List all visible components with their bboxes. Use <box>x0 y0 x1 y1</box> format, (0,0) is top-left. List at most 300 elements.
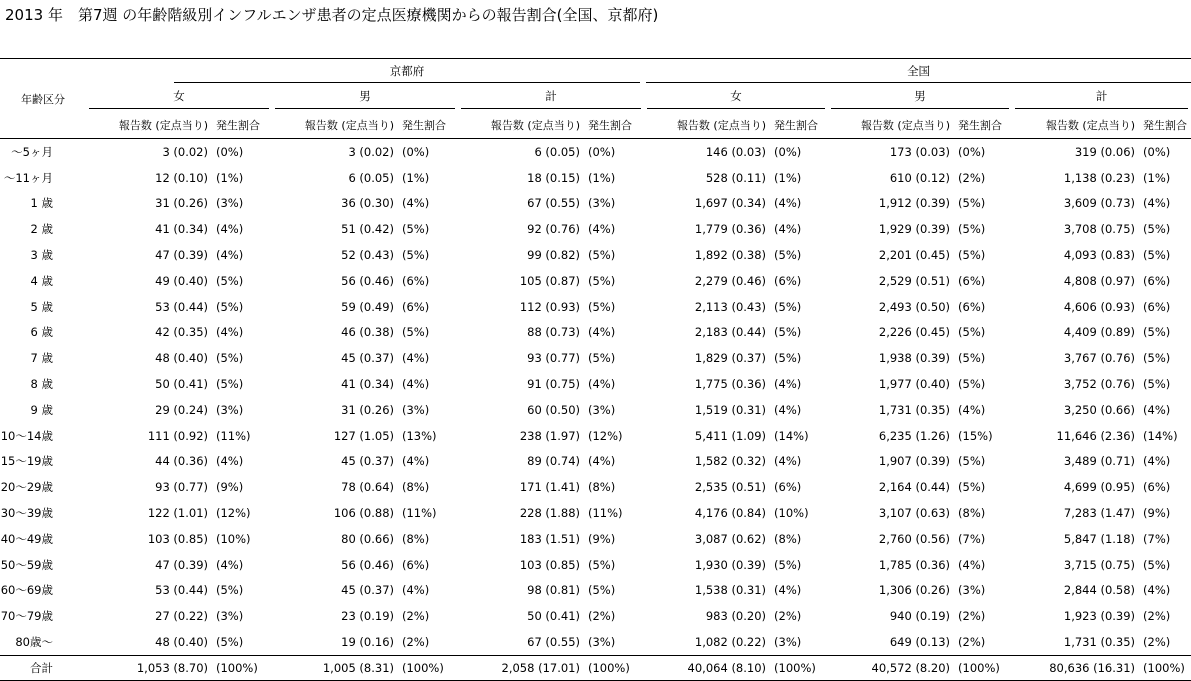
rate-cell: (2%) <box>774 609 802 624</box>
rate-cell: (13%) <box>402 428 437 443</box>
table-row <box>0 165 1191 191</box>
report-count-cell: 89 (0.74) <box>527 454 580 469</box>
report-count-cell: 3,489 (0.71) <box>1063 454 1136 469</box>
rate-cell: (4%) <box>588 377 616 392</box>
age-group-label: 80歳～ <box>15 635 53 650</box>
rate-cell: (5%) <box>588 351 616 366</box>
report-count-cell: 4,093 (0.83) <box>1063 248 1136 263</box>
age-group-label: 70～79歳 <box>0 609 53 624</box>
report-count-cell: 103 (0.85) <box>519 557 580 572</box>
rate-cell: (5%) <box>216 377 244 392</box>
table-row <box>0 629 1191 655</box>
rate-cell: (5%) <box>958 351 986 366</box>
report-count-cell: 29 (0.24) <box>155 402 208 417</box>
report-count-cell: 5,411 (1.09) <box>694 428 767 443</box>
rate-cell: (4%) <box>402 583 430 598</box>
rate-cell: (5%) <box>958 222 986 237</box>
report-count-cell: 7,283 (1.47) <box>1063 506 1136 521</box>
report-count-cell: 98 (0.81) <box>527 583 580 598</box>
report-count-cell: 2,279 (0.46) <box>694 273 767 288</box>
report-count-cell: 60 (0.50) <box>527 402 580 417</box>
report-count-header: 報告数 (定点当り) <box>644 111 768 139</box>
rate-cell: (4%) <box>402 196 430 211</box>
report-count-cell: 67 (0.55) <box>527 635 580 650</box>
age-group-label: 6 歳 <box>30 325 53 340</box>
report-count-cell: 3,708 (0.75) <box>1063 222 1136 237</box>
report-count-cell: 2,201 (0.45) <box>878 248 951 263</box>
age-group-label: 60～69歳 <box>0 583 53 598</box>
report-count-cell: 3,752 (0.76) <box>1063 377 1136 392</box>
rate-cell: (4%) <box>588 222 616 237</box>
report-count-cell: 47 (0.39) <box>155 557 208 572</box>
rate-cell: (12%) <box>216 506 251 521</box>
report-count-cell: 4,176 (0.84) <box>694 506 767 521</box>
rate-cell: (12%) <box>588 428 623 443</box>
report-count-cell: 45 (0.37) <box>341 583 394 598</box>
report-count-cell: 173 (0.03) <box>889 144 951 159</box>
report-count-cell: 1,138 (0.23) <box>1063 170 1136 185</box>
report-count-cell: 171 (1.41) <box>519 480 580 495</box>
rate-cell: (2%) <box>958 609 986 624</box>
rate-cell: (5%) <box>402 222 430 237</box>
report-count-cell: 1,779 (0.36) <box>694 222 767 237</box>
report-count-cell: 983 (0.20) <box>705 609 767 624</box>
age-group-label: 50～59歳 <box>0 557 53 572</box>
rate-cell: (2%) <box>588 609 616 624</box>
rate-cell: (4%) <box>774 454 802 469</box>
rate-cell: (0%) <box>774 144 802 159</box>
report-count-cell: 1,892 (0.38) <box>694 248 767 263</box>
age-group-label: ～11ヶ月 <box>3 170 53 185</box>
report-count-cell: 59 (0.49) <box>341 299 394 314</box>
age-group-label: 10～14歳 <box>0 428 53 443</box>
report-count-cell: 53 (0.44) <box>155 583 208 598</box>
rate-cell: (4%) <box>1143 454 1171 469</box>
age-group-label: 9 歳 <box>30 402 53 417</box>
rate-cell: (1%) <box>774 170 802 185</box>
rate-cell: (5%) <box>1143 557 1171 572</box>
table-row <box>0 423 1191 449</box>
report-count-cell: 56 (0.46) <box>341 273 394 288</box>
report-count-cell: 53 (0.44) <box>155 299 208 314</box>
table-row <box>0 578 1191 604</box>
report-count-cell: 6 (0.05) <box>534 144 580 159</box>
report-count-cell: 2,844 (0.58) <box>1063 583 1136 598</box>
rate-cell: (2%) <box>1143 609 1171 624</box>
report-count-cell: 92 (0.76) <box>527 222 580 237</box>
report-count-cell: 3 (0.02) <box>162 144 208 159</box>
rate-cell: (4%) <box>958 402 986 417</box>
report-count-cell: 80 (0.66) <box>341 531 394 546</box>
age-group-label: 20～29歳 <box>0 480 53 495</box>
rate-cell: (8%) <box>774 531 802 546</box>
rate-cell: (5%) <box>216 299 244 314</box>
rate-cell: (5%) <box>958 325 986 340</box>
table-row <box>0 139 1191 165</box>
rate-cell: (2%) <box>402 635 430 650</box>
rate-cell: (4%) <box>774 196 802 211</box>
report-count-cell: 3,250 (0.66) <box>1063 402 1136 417</box>
report-count-cell: 238 (1.97) <box>519 428 580 443</box>
table-row <box>0 242 1191 268</box>
report-count-cell: 5,847 (1.18) <box>1063 531 1136 546</box>
age-group-label: ～5ヶ月 <box>11 144 53 159</box>
rate-cell: (100%) <box>210 655 272 680</box>
rate-header: 発生割合 <box>1137 111 1191 139</box>
rate-cell: (3%) <box>588 402 616 417</box>
report-count-cell: 183 (1.51) <box>519 531 580 546</box>
table-row <box>0 500 1191 526</box>
report-count-cell: 27 (0.22) <box>155 609 208 624</box>
rate-cell: (4%) <box>216 325 244 340</box>
report-count-cell: 31 (0.26) <box>341 402 394 417</box>
report-count-cell: 2,058 (17.01) <box>458 655 582 680</box>
report-count-cell: 111 (0.92) <box>147 428 208 443</box>
table-row <box>0 320 1191 346</box>
report-count-cell: 1,005 (8.31) <box>272 655 396 680</box>
rate-cell: (100%) <box>396 655 458 680</box>
rate-cell: (9%) <box>588 531 616 546</box>
report-count-cell: 4,606 (0.93) <box>1063 299 1136 314</box>
report-count-cell: 2,113 (0.43) <box>694 299 767 314</box>
rate-cell: (3%) <box>774 635 802 650</box>
report-count-cell: 3 (0.02) <box>348 144 394 159</box>
rate-cell: (0%) <box>588 144 616 159</box>
age-group-label: 4 歳 <box>30 273 53 288</box>
rate-cell: (5%) <box>774 248 802 263</box>
rate-cell: (3%) <box>216 402 244 417</box>
report-count-cell: 56 (0.46) <box>341 557 394 572</box>
rate-cell: (4%) <box>588 454 616 469</box>
report-count-cell: 88 (0.73) <box>527 325 580 340</box>
report-count-cell: 1,697 (0.34) <box>694 196 767 211</box>
sex-header-total: 計 <box>1012 86 1191 111</box>
rate-cell: (3%) <box>588 196 616 211</box>
report-count-cell: 2,164 (0.44) <box>878 480 951 495</box>
age-group-label: 2 歳 <box>30 222 53 237</box>
report-count-cell: 2,183 (0.44) <box>694 325 767 340</box>
rate-cell: (5%) <box>1143 351 1171 366</box>
rate-cell: (3%) <box>958 583 986 598</box>
report-count-cell: 93 (0.77) <box>155 480 208 495</box>
sex-header-row <box>0 86 1191 111</box>
rate-cell: (4%) <box>774 583 802 598</box>
rate-cell: (9%) <box>216 480 244 495</box>
rate-cell: (11%) <box>588 506 623 521</box>
influenza-report-table <box>0 58 1191 681</box>
report-count-header: 報告数 (定点当り) <box>86 111 210 139</box>
report-count-cell: 46 (0.38) <box>341 325 394 340</box>
report-count-cell: 2,529 (0.51) <box>878 273 951 288</box>
rate-cell: (11%) <box>402 506 437 521</box>
report-count-cell: 48 (0.40) <box>155 351 208 366</box>
table-row <box>0 294 1191 320</box>
rate-cell: (9%) <box>1143 506 1171 521</box>
report-count-cell: 45 (0.37) <box>341 454 394 469</box>
report-count-cell: 1,923 (0.39) <box>1063 609 1136 624</box>
report-count-cell: 3,767 (0.76) <box>1063 351 1136 366</box>
report-count-cell: 50 (0.41) <box>155 377 208 392</box>
rate-cell: (5%) <box>774 557 802 572</box>
rate-cell: (5%) <box>588 557 616 572</box>
rate-cell: (2%) <box>958 170 986 185</box>
report-count-cell: 105 (0.87) <box>519 273 580 288</box>
report-count-cell: 19 (0.16) <box>341 635 394 650</box>
rate-cell: (0%) <box>216 144 244 159</box>
report-count-cell: 2,226 (0.45) <box>878 325 951 340</box>
report-count-cell: 40,064 (8.10) <box>644 655 768 680</box>
report-count-cell: 610 (0.12) <box>889 170 951 185</box>
rate-cell: (4%) <box>402 351 430 366</box>
report-count-cell: 940 (0.19) <box>889 609 951 624</box>
rate-cell: (5%) <box>216 583 244 598</box>
report-count-cell: 1,912 (0.39) <box>878 196 951 211</box>
rate-cell: (4%) <box>216 557 244 572</box>
report-count-cell: 45 (0.37) <box>341 351 394 366</box>
report-count-cell: 1,785 (0.36) <box>878 557 951 572</box>
rate-cell: (8%) <box>588 480 616 495</box>
age-group-label: 7 歳 <box>30 351 53 366</box>
age-group-label: 合計 <box>0 655 86 680</box>
rate-cell: (6%) <box>958 299 986 314</box>
age-group-label: 30～39歳 <box>0 506 53 521</box>
report-count-cell: 3,715 (0.75) <box>1063 557 1136 572</box>
table-body <box>0 139 1191 681</box>
table-row <box>0 552 1191 578</box>
report-count-cell: 18 (0.15) <box>527 170 580 185</box>
rate-cell: (11%) <box>216 428 251 443</box>
table-row <box>0 268 1191 294</box>
sex-header-male: 男 <box>828 86 1012 111</box>
rate-cell: (5%) <box>774 299 802 314</box>
rate-header: 発生割合 <box>396 111 458 139</box>
report-count-cell: 4,699 (0.95) <box>1063 480 1136 495</box>
sex-header-female: 女 <box>644 86 828 111</box>
table-row <box>0 371 1191 397</box>
report-count-cell: 3,087 (0.62) <box>694 531 767 546</box>
age-group-label: 15～19歳 <box>0 454 53 469</box>
age-group-label: 40～49歳 <box>0 531 53 546</box>
region-kyoto-header: 京都府 <box>86 59 644 87</box>
report-count-cell: 93 (0.77) <box>527 351 580 366</box>
report-count-cell: 1,930 (0.39) <box>694 557 767 572</box>
sub-header-row <box>0 111 1191 139</box>
report-count-cell: 40,572 (8.20) <box>828 655 952 680</box>
total-row <box>0 655 1191 680</box>
age-group-label: 5 歳 <box>30 299 53 314</box>
report-count-header: 報告数 (定点当り) <box>828 111 952 139</box>
page-title: 2013 年 第7週 の年齢階級別インフルエンザ患者の定点医療機関からの報告割合(全国、京都府) <box>5 6 659 24</box>
rate-header: 発生割合 <box>582 111 644 139</box>
report-count-cell: 80,636 (16.31) <box>1012 655 1137 680</box>
report-count-cell: 4,409 (0.89) <box>1063 325 1136 340</box>
table-row <box>0 526 1191 552</box>
table-row <box>0 191 1191 217</box>
report-count-cell: 2,760 (0.56) <box>878 531 951 546</box>
rate-cell: (2%) <box>1143 635 1171 650</box>
rate-cell: (5%) <box>958 377 986 392</box>
rate-cell: (8%) <box>402 480 430 495</box>
rate-cell: (3%) <box>216 196 244 211</box>
report-count-cell: 1,775 (0.36) <box>694 377 767 392</box>
rate-cell: (5%) <box>1143 325 1171 340</box>
rate-cell: (6%) <box>774 273 802 288</box>
report-count-cell: 4,808 (0.97) <box>1063 273 1136 288</box>
rate-cell: (5%) <box>1143 377 1171 392</box>
report-count-cell: 1,731 (0.35) <box>1063 635 1136 650</box>
region-header-row <box>0 59 1191 87</box>
rate-cell: (1%) <box>216 170 244 185</box>
rate-cell: (6%) <box>402 273 430 288</box>
age-group-label: 1 歳 <box>30 196 53 211</box>
rate-cell: (10%) <box>216 531 251 546</box>
table-row <box>0 345 1191 371</box>
table-row <box>0 603 1191 629</box>
rate-cell: (1%) <box>402 170 430 185</box>
rate-cell: (6%) <box>402 557 430 572</box>
report-count-cell: 1,938 (0.39) <box>878 351 951 366</box>
rate-cell: (5%) <box>216 273 244 288</box>
rate-cell: (5%) <box>588 299 616 314</box>
rate-cell: (100%) <box>1137 655 1191 680</box>
report-count-cell: 12 (0.10) <box>155 170 208 185</box>
rate-header: 発生割合 <box>952 111 1012 139</box>
report-count-cell: 649 (0.13) <box>889 635 951 650</box>
rate-cell: (5%) <box>588 583 616 598</box>
report-count-cell: 127 (1.05) <box>333 428 394 443</box>
table-row <box>0 474 1191 500</box>
rate-cell: (4%) <box>958 557 986 572</box>
rate-cell: (5%) <box>402 248 430 263</box>
report-count-cell: 47 (0.39) <box>155 248 208 263</box>
rate-cell: (5%) <box>588 248 616 263</box>
report-count-cell: 3,609 (0.73) <box>1063 196 1136 211</box>
rate-cell: (0%) <box>402 144 430 159</box>
rate-cell: (5%) <box>588 273 616 288</box>
rate-cell: (15%) <box>958 428 993 443</box>
report-count-cell: 1,519 (0.31) <box>694 402 767 417</box>
rate-cell: (6%) <box>958 273 986 288</box>
report-count-cell: 6 (0.05) <box>348 170 394 185</box>
report-count-cell: 1,907 (0.39) <box>878 454 951 469</box>
report-count-cell: 112 (0.93) <box>519 299 580 314</box>
rate-cell: (4%) <box>774 377 802 392</box>
rate-cell: (0%) <box>958 144 986 159</box>
rate-header: 発生割合 <box>210 111 272 139</box>
report-count-header: 報告数 (定点当り) <box>1012 111 1137 139</box>
rate-cell: (5%) <box>958 480 986 495</box>
report-count-cell: 1,829 (0.37) <box>694 351 767 366</box>
report-count-cell: 1,582 (0.32) <box>694 454 767 469</box>
report-count-cell: 44 (0.36) <box>155 454 208 469</box>
rate-cell: (10%) <box>774 506 809 521</box>
rate-cell: (6%) <box>1143 299 1171 314</box>
report-count-cell: 228 (1.88) <box>519 506 580 521</box>
rate-cell: (6%) <box>1143 273 1171 288</box>
rate-cell: (100%) <box>768 655 828 680</box>
age-group-label: 8 歳 <box>30 377 53 392</box>
report-count-cell: 49 (0.40) <box>155 273 208 288</box>
report-count-cell: 1,929 (0.39) <box>878 222 951 237</box>
rate-cell: (6%) <box>1143 480 1171 495</box>
report-count-cell: 106 (0.88) <box>333 506 394 521</box>
report-count-cell: 1,082 (0.22) <box>694 635 767 650</box>
report-count-cell: 23 (0.19) <box>341 609 394 624</box>
rate-cell: (5%) <box>1143 248 1171 263</box>
rate-cell: (5%) <box>958 454 986 469</box>
rate-cell: (5%) <box>774 351 802 366</box>
rate-cell: (7%) <box>958 531 986 546</box>
rate-cell: (4%) <box>216 222 244 237</box>
rate-cell: (14%) <box>774 428 809 443</box>
table-row <box>0 216 1191 242</box>
rate-cell: (0%) <box>1143 144 1171 159</box>
report-count-cell: 6,235 (1.26) <box>878 428 951 443</box>
rate-cell: (5%) <box>958 248 986 263</box>
report-count-cell: 1,731 (0.35) <box>878 402 951 417</box>
report-count-cell: 103 (0.85) <box>147 531 208 546</box>
rate-cell: (8%) <box>402 531 430 546</box>
rate-cell: (7%) <box>1143 531 1171 546</box>
report-count-cell: 528 (0.11) <box>705 170 767 185</box>
rate-cell: (5%) <box>216 351 244 366</box>
report-count-cell: 78 (0.64) <box>341 480 394 495</box>
report-count-cell: 91 (0.75) <box>527 377 580 392</box>
rate-cell: (6%) <box>774 480 802 495</box>
rate-cell: (14%) <box>1143 428 1178 443</box>
report-count-cell: 122 (1.01) <box>147 506 208 521</box>
report-count-cell: 41 (0.34) <box>155 222 208 237</box>
rate-cell: (5%) <box>774 325 802 340</box>
rate-cell: (4%) <box>216 454 244 469</box>
rate-cell: (8%) <box>958 506 986 521</box>
report-count-cell: 2,493 (0.50) <box>878 299 951 314</box>
rate-cell: (2%) <box>402 609 430 624</box>
report-count-cell: 41 (0.34) <box>341 377 394 392</box>
report-count-cell: 36 (0.30) <box>341 196 394 211</box>
rate-cell: (4%) <box>774 402 802 417</box>
sex-header-female: 女 <box>86 86 272 111</box>
report-count-cell: 146 (0.03) <box>705 144 767 159</box>
rate-cell: (3%) <box>402 402 430 417</box>
rate-cell: (4%) <box>402 454 430 469</box>
rate-cell: (1%) <box>588 170 616 185</box>
rate-cell: (4%) <box>774 222 802 237</box>
report-count-cell: 31 (0.26) <box>155 196 208 211</box>
report-count-cell: 319 (0.06) <box>1074 144 1136 159</box>
rate-cell: (1%) <box>1143 170 1171 185</box>
report-count-cell: 42 (0.35) <box>155 325 208 340</box>
rate-cell: (100%) <box>952 655 1012 680</box>
report-count-cell: 50 (0.41) <box>527 609 580 624</box>
rate-cell: (5%) <box>216 635 244 650</box>
age-column-header: 年齢区分 <box>0 59 86 139</box>
sex-header-total: 計 <box>458 86 644 111</box>
rate-cell: (4%) <box>1143 583 1171 598</box>
rate-cell: (5%) <box>402 325 430 340</box>
rate-cell: (2%) <box>958 635 986 650</box>
report-count-cell: 67 (0.55) <box>527 196 580 211</box>
report-count-cell: 11,646 (2.36) <box>1056 428 1136 443</box>
rate-cell: (3%) <box>588 635 616 650</box>
report-count-cell: 99 (0.82) <box>527 248 580 263</box>
rate-cell: (4%) <box>588 325 616 340</box>
report-count-cell: 1,538 (0.31) <box>694 583 767 598</box>
rate-cell: (4%) <box>1143 402 1171 417</box>
rate-cell: (5%) <box>958 196 986 211</box>
age-group-label: 3 歳 <box>30 248 53 263</box>
report-count-cell: 52 (0.43) <box>341 248 394 263</box>
